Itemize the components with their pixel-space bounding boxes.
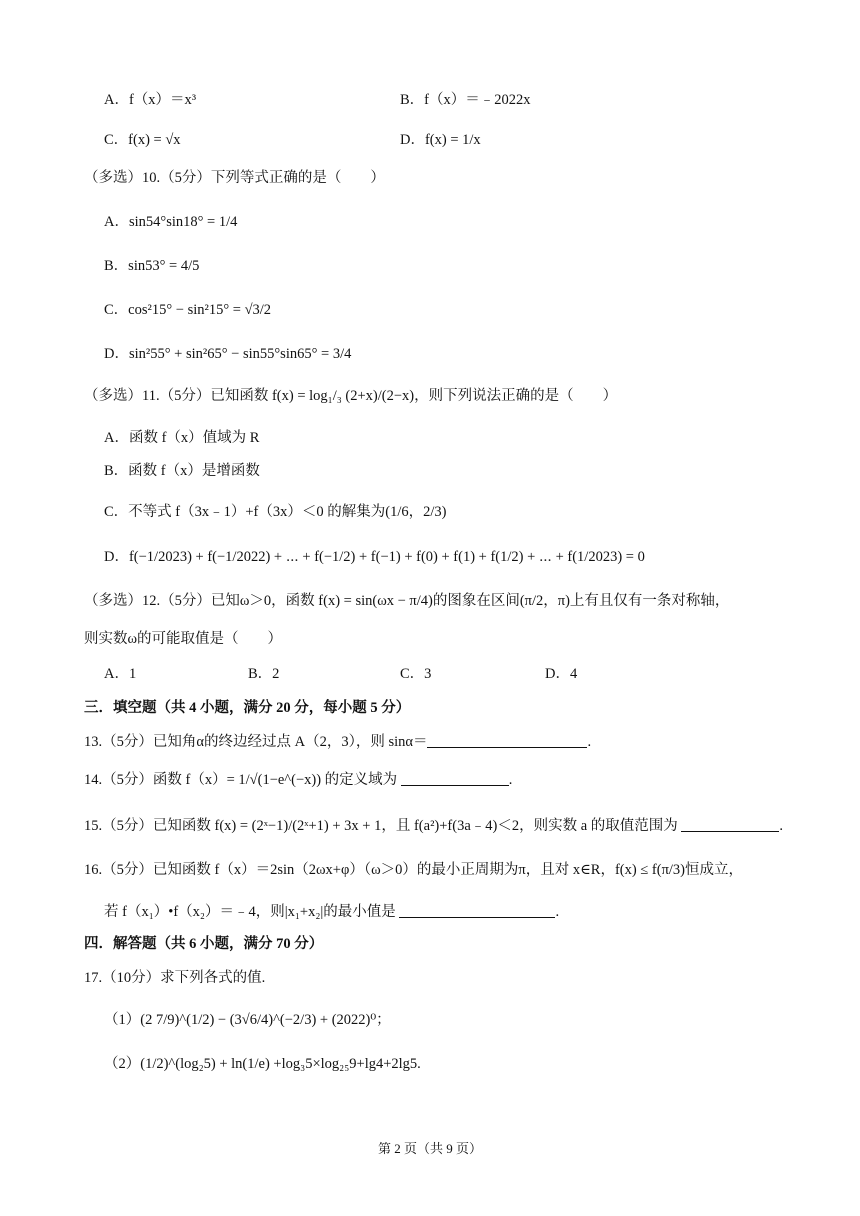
q12-option-d: D．4 [545, 666, 578, 682]
q13-text: 13.（5分）已知角α的终边经过点 A（2，3），则 sinα＝ [84, 734, 428, 750]
q12-option-b: B．2 [248, 666, 280, 682]
q15 [84, 816, 783, 836]
q17-part-2: （2）(1/2)^(log₂5) + ln(1/e) +log₃5×log₂₅9+lg4+2lg5. [104, 1056, 421, 1072]
q16-text: 若 f（x₁）•f（x₂）＝﹣4，则|x₁+x₂|的最小值是 [104, 904, 400, 920]
q11-option-b: B．函数 f（x）是增函数 [104, 463, 260, 479]
q17-part-1: （1）(2 7/9)^(1/2) − (3√6/4)^(−2/3) + (2022)⁰； [104, 1012, 391, 1028]
q9-option-d: D．f(x) = 1/x [400, 132, 481, 148]
q13 [84, 732, 591, 752]
q15-period: . [779, 818, 784, 834]
q15-answer-blank [681, 817, 779, 832]
q17-stem: 17.（10分）求下列各式的值. [84, 970, 266, 986]
q14-text: 14.（5分）函数 f（x）= 1/√(1−e^(−x)) 的定义域为 [84, 772, 401, 788]
section-3-heading: 三．填空题（共 4 小题，满分 20 分，每小题 5 分） [84, 700, 411, 716]
q14-period: . [508, 772, 513, 788]
q11-option-a: A．函数 f（x）值域为 R [104, 430, 260, 446]
q12-stem-line2: 则实数ω的可能取值是（ ） [84, 631, 283, 647]
q16-period: . [555, 904, 560, 920]
q13-answer-blank [427, 733, 587, 748]
q10-option-b: B．sin53° = 4/5 [104, 258, 200, 274]
q15-text: 15.（5分）已知函数 f(x) = (2ˣ−1)/(2ˣ+1) + 3x + 1，且 f(a²)+f(3a﹣4)＜2，则实数 a 的取值范围为 [84, 818, 682, 834]
q11-option-d: D．f(−1/2023) + f(−1/2022) + ⋯ + f(−1/2) + f(−1) + f(0) + f(1) + f(1/2) + ⋯ + f(1/2023) = 0 [104, 549, 645, 565]
q12-stem-line1: （多选）12.（5分）已知ω＞0，函数 f(x) = sin(ωx − π/4)的图象在区间(π/2，π)上有且仅有一条对称轴， [84, 593, 730, 609]
q10-stem: （多选）10.（5分）下列等式正确的是（ ） [84, 170, 385, 186]
q14-answer-blank [401, 771, 509, 786]
q16-line2 [104, 902, 559, 922]
q12-option-a: A．1 [104, 666, 137, 682]
q9-option-c: C．f(x) = √x [104, 132, 181, 148]
q11-option-c: C．不等式 f（3x﹣1）+f（3x）＜0 的解集为(1/6，2/3) [104, 504, 447, 520]
q13-period: . [587, 734, 592, 750]
q14 [84, 770, 512, 790]
page-footer: 第 2 页（共 9 页） [377, 1141, 482, 1156]
q16-line1: 16.（5分）已知函数 f（x）＝2sin（2ωx+φ）（ω＞0）的最小正周期为π，且对 x∈R，f(x) ≤ f(π/3)恒成立， [84, 862, 744, 878]
q9-option-b: B．f（x）＝﹣2022x [400, 92, 531, 108]
q10-option-d: D．sin²55° + sin²65° − sin55°sin65° = 3/4 [104, 346, 352, 362]
q16-answer-blank [399, 903, 555, 918]
q10-option-c: C．cos²15° − sin²15° = √3/2 [104, 302, 272, 318]
q9-option-a: A．f（x）＝x³ [104, 92, 197, 108]
q10-option-a: A．sin54°sin18° = 1/4 [104, 214, 238, 230]
q11-stem: （多选）11.（5分）已知函数 f(x) = log₁/₃ (2+x)/(2−x)，则下列说法正确的是（ ） [84, 388, 618, 404]
section-4-heading: 四．解答题（共 6 小题，满分 70 分） [84, 936, 324, 952]
q12-option-c: C．3 [400, 666, 432, 682]
